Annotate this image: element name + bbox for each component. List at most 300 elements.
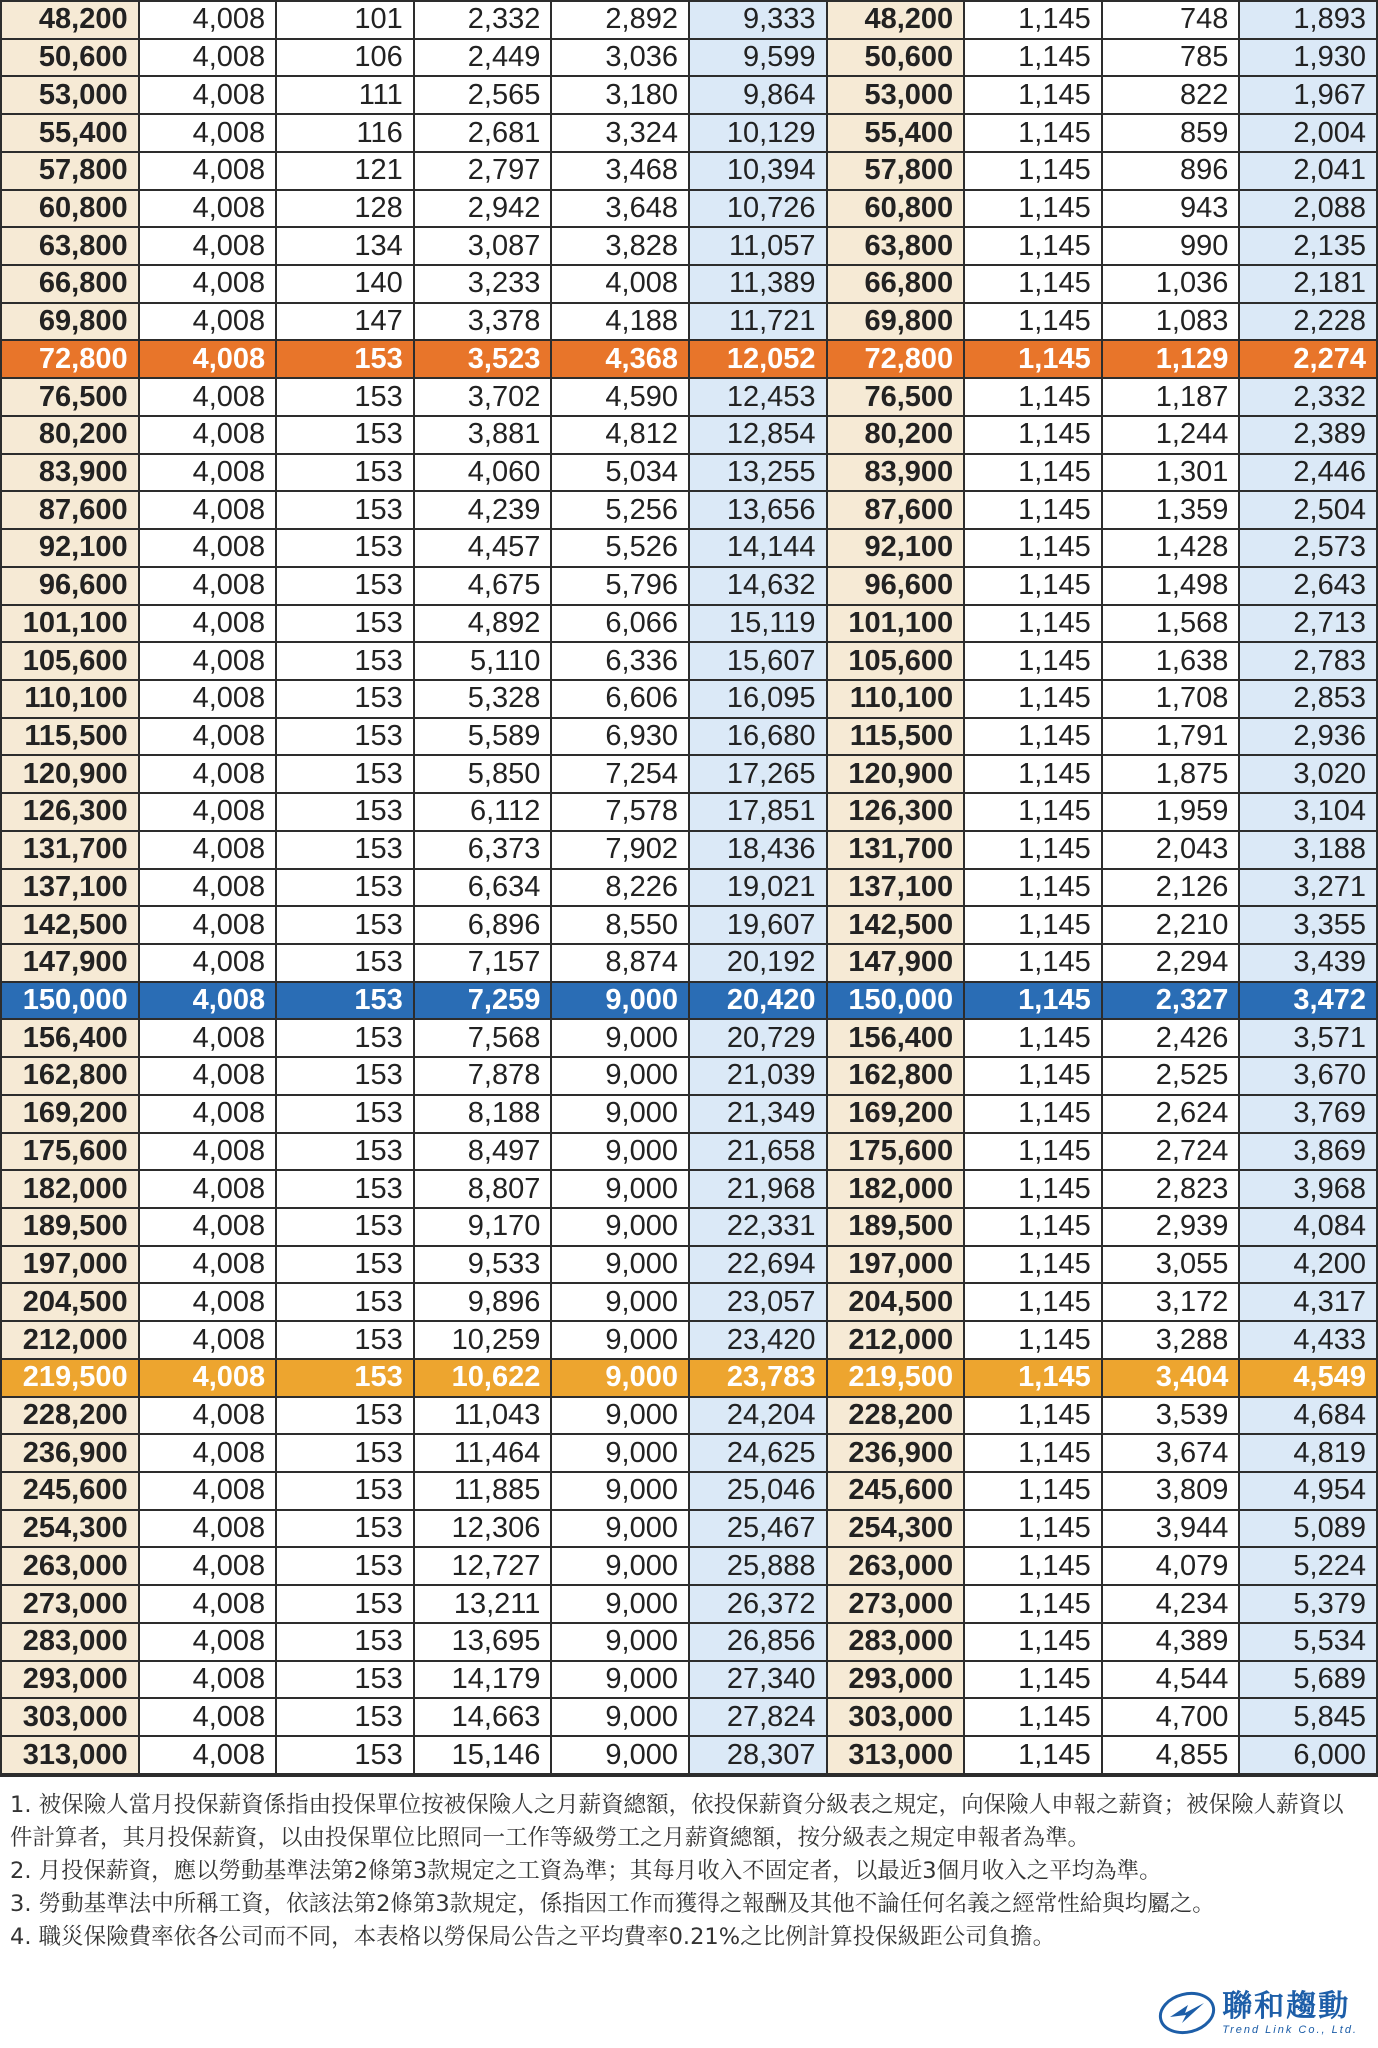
table-cell: 3,944 bbox=[1102, 1510, 1240, 1548]
table-cell: 2,126 bbox=[1102, 869, 1240, 907]
table-cell: 50,600 bbox=[827, 39, 965, 77]
table-cell: 1,791 bbox=[1102, 718, 1240, 756]
table-cell: 2,823 bbox=[1102, 1170, 1240, 1208]
table-cell: 4,008 bbox=[139, 227, 277, 265]
table-cell: 24,625 bbox=[689, 1434, 827, 1472]
table-cell: 4,008 bbox=[139, 1246, 277, 1284]
table-cell: 236,900 bbox=[1, 1434, 139, 1472]
table-cell: 1,875 bbox=[1102, 755, 1240, 793]
table-cell: 8,874 bbox=[551, 944, 689, 982]
table-cell: 21,039 bbox=[689, 1057, 827, 1095]
table-cell: 12,453 bbox=[689, 378, 827, 416]
table-cell: 69,800 bbox=[827, 303, 965, 341]
table-cell: 4,008 bbox=[139, 265, 277, 303]
table-cell: 2,294 bbox=[1102, 944, 1240, 982]
table-cell: 20,192 bbox=[689, 944, 827, 982]
table-cell: 4,008 bbox=[139, 1359, 277, 1397]
table-row bbox=[1, 190, 1377, 228]
table-cell: 1,498 bbox=[1102, 567, 1240, 605]
table-cell: 22,694 bbox=[689, 1246, 827, 1284]
table-cell: 1,145 bbox=[964, 831, 1102, 869]
table-cell: 1,145 bbox=[964, 1434, 1102, 1472]
table-cell: 3,055 bbox=[1102, 1246, 1240, 1284]
table-cell: 2,724 bbox=[1102, 1133, 1240, 1171]
table-cell: 4,008 bbox=[139, 831, 277, 869]
table-cell: 87,600 bbox=[827, 491, 965, 529]
table-cell: 9,000 bbox=[551, 1547, 689, 1585]
table-cell: 2,088 bbox=[1239, 190, 1377, 228]
table-cell: 4,008 bbox=[139, 680, 277, 718]
table-row bbox=[1, 1585, 1377, 1623]
table-cell: 147 bbox=[276, 303, 414, 341]
table-cell: 153 bbox=[276, 1698, 414, 1736]
table-cell: 126,300 bbox=[1, 793, 139, 831]
table-cell: 1,145 bbox=[964, 869, 1102, 907]
table-cell: 50,600 bbox=[1, 39, 139, 77]
table-cell: 5,034 bbox=[551, 454, 689, 492]
table-cell: 83,900 bbox=[1, 454, 139, 492]
table-cell: 4,008 bbox=[139, 1510, 277, 1548]
table-cell: 153 bbox=[276, 1661, 414, 1699]
table-cell: 3,769 bbox=[1239, 1095, 1377, 1133]
table-cell: 153 bbox=[276, 831, 414, 869]
table-cell: 2,043 bbox=[1102, 831, 1240, 869]
table-cell: 1,083 bbox=[1102, 303, 1240, 341]
table-row bbox=[1, 265, 1377, 303]
table-cell: 111 bbox=[276, 76, 414, 114]
table-cell: 10,726 bbox=[689, 190, 827, 228]
table-cell: 822 bbox=[1102, 76, 1240, 114]
table-cell: 23,420 bbox=[689, 1321, 827, 1359]
table-cell: 5,328 bbox=[414, 680, 552, 718]
table-cell: 4,008 bbox=[139, 605, 277, 643]
table-cell: 92,100 bbox=[1, 529, 139, 567]
table-cell: 283,000 bbox=[827, 1623, 965, 1661]
table-cell: 3,439 bbox=[1239, 944, 1377, 982]
table-cell: 293,000 bbox=[1, 1661, 139, 1699]
table-cell: 9,000 bbox=[551, 1321, 689, 1359]
table-cell: 16,095 bbox=[689, 680, 827, 718]
table-cell: 7,578 bbox=[551, 793, 689, 831]
table-cell: 69,800 bbox=[1, 303, 139, 341]
table-cell: 105,600 bbox=[1, 642, 139, 680]
table-cell: 204,500 bbox=[1, 1283, 139, 1321]
table-cell: 273,000 bbox=[1, 1585, 139, 1623]
table-cell: 4,008 bbox=[139, 1283, 277, 1321]
table-cell: 6,066 bbox=[551, 605, 689, 643]
table-row bbox=[1, 303, 1377, 341]
table-cell: 245,600 bbox=[1, 1472, 139, 1510]
table-cell: 3,104 bbox=[1239, 793, 1377, 831]
table-cell: 5,589 bbox=[414, 718, 552, 756]
table-cell: 23,057 bbox=[689, 1283, 827, 1321]
table-cell: 153 bbox=[276, 1510, 414, 1548]
table-cell: 1,145 bbox=[964, 755, 1102, 793]
table-cell: 4,008 bbox=[551, 265, 689, 303]
table-cell: 228,200 bbox=[1, 1397, 139, 1435]
table-cell: 4,008 bbox=[139, 1623, 277, 1661]
table-cell: 182,000 bbox=[1, 1170, 139, 1208]
footnote-1: 1. 被保險人當月投保薪資係指由投保單位按被保險人之月薪資總額，依投保薪資分級表之規定，向保險人申報之薪資；被保險人薪資以件計算者，其月投保薪資，以由投保單位比照同一工作等級勞工之月薪資總額，按分級表之規定申報者為準。 bbox=[10, 1792, 1344, 1851]
table-cell: 20,729 bbox=[689, 1019, 827, 1057]
table-cell: 303,000 bbox=[827, 1698, 965, 1736]
table-cell: 9,000 bbox=[551, 1623, 689, 1661]
table-row bbox=[1, 529, 1377, 567]
table-cell: 2,181 bbox=[1239, 265, 1377, 303]
table-cell: 21,658 bbox=[689, 1133, 827, 1171]
table-cell: 4,008 bbox=[139, 529, 277, 567]
table-cell: 990 bbox=[1102, 227, 1240, 265]
table-cell: 1,145 bbox=[964, 1623, 1102, 1661]
table-cell: 147,900 bbox=[827, 944, 965, 982]
table-cell: 2,135 bbox=[1239, 227, 1377, 265]
table-cell: 4,544 bbox=[1102, 1661, 1240, 1699]
footnote-2: 2. 月投保薪資，應以勞動基準法第2條第3款規定之工資為準；其每月收入不固定者，以最近3個月收入之平均為準。 bbox=[10, 1858, 1162, 1884]
table-cell: 72,800 bbox=[1, 340, 139, 378]
table-cell: 153 bbox=[276, 529, 414, 567]
table-cell: 4,008 bbox=[139, 76, 277, 114]
table-row bbox=[1, 1057, 1377, 1095]
table-cell: 3,087 bbox=[414, 227, 552, 265]
table-cell: 76,500 bbox=[1, 378, 139, 416]
table-cell: 101,100 bbox=[827, 605, 965, 643]
table-cell: 175,600 bbox=[1, 1133, 139, 1171]
table-cell: 1,145 bbox=[964, 1170, 1102, 1208]
table-cell: 1,145 bbox=[964, 605, 1102, 643]
table-cell: 8,807 bbox=[414, 1170, 552, 1208]
table-cell: 53,000 bbox=[827, 76, 965, 114]
table-cell: 4,008 bbox=[139, 114, 277, 152]
table-cell: 9,533 bbox=[414, 1246, 552, 1284]
table-cell: 2,332 bbox=[1239, 378, 1377, 416]
table-cell: 57,800 bbox=[827, 152, 965, 190]
table-cell: 2,936 bbox=[1239, 718, 1377, 756]
table-cell: 115,500 bbox=[1, 718, 139, 756]
table-cell: 263,000 bbox=[1, 1547, 139, 1585]
table-cell: 2,892 bbox=[551, 1, 689, 39]
table-cell: 153 bbox=[276, 1434, 414, 1472]
table-cell: 12,306 bbox=[414, 1510, 552, 1548]
table-row bbox=[1, 227, 1377, 265]
table-cell: 28,307 bbox=[689, 1736, 827, 1774]
table-cell: 153 bbox=[276, 340, 414, 378]
table-cell: 4,954 bbox=[1239, 1472, 1377, 1510]
table-cell: 1,145 bbox=[964, 718, 1102, 756]
table-cell: 1,145 bbox=[964, 1736, 1102, 1774]
table-cell: 9,896 bbox=[414, 1283, 552, 1321]
table-cell: 21,968 bbox=[689, 1170, 827, 1208]
table-cell: 4,008 bbox=[139, 454, 277, 492]
table-cell: 12,052 bbox=[689, 340, 827, 378]
table-cell: 2,681 bbox=[414, 114, 552, 152]
table-row bbox=[1, 1133, 1377, 1171]
table-cell: 25,888 bbox=[689, 1547, 827, 1585]
table-cell: 2,942 bbox=[414, 190, 552, 228]
footnote-4: 4. 職災保險費率依各公司而不同，本表格以勞保局公告之平均費率0.21%之比例計算投保級距公司負擔。 bbox=[10, 1924, 1056, 1950]
table-cell: 2,853 bbox=[1239, 680, 1377, 718]
table-cell: 23,783 bbox=[689, 1359, 827, 1397]
table-cell: 153 bbox=[276, 1472, 414, 1510]
table-cell: 4,008 bbox=[139, 303, 277, 341]
table-cell: 63,800 bbox=[1, 227, 139, 265]
table-cell: 748 bbox=[1102, 1, 1240, 39]
table-cell: 15,119 bbox=[689, 605, 827, 643]
table-cell: 3,180 bbox=[551, 76, 689, 114]
table-cell: 121 bbox=[276, 152, 414, 190]
table-cell: 293,000 bbox=[827, 1661, 965, 1699]
table-cell: 3,188 bbox=[1239, 831, 1377, 869]
table-cell: 1,145 bbox=[964, 1283, 1102, 1321]
table-cell: 20,420 bbox=[689, 982, 827, 1020]
table-cell: 162,800 bbox=[827, 1057, 965, 1095]
table-cell: 153 bbox=[276, 605, 414, 643]
table-cell: 13,656 bbox=[689, 491, 827, 529]
table-cell: 4,008 bbox=[139, 152, 277, 190]
table-row bbox=[1, 1397, 1377, 1435]
table-cell: 4,008 bbox=[139, 1208, 277, 1246]
table-cell: 15,607 bbox=[689, 642, 827, 680]
table-cell: 313,000 bbox=[827, 1736, 965, 1774]
table-row bbox=[1, 152, 1377, 190]
table-row bbox=[1, 1095, 1377, 1133]
table-cell: 5,089 bbox=[1239, 1510, 1377, 1548]
table-row bbox=[1, 1019, 1377, 1057]
table-cell: 153 bbox=[276, 944, 414, 982]
table-cell: 3,036 bbox=[551, 39, 689, 77]
table-cell: 22,331 bbox=[689, 1208, 827, 1246]
logo-subtitle: Trend Link Co., Ltd. bbox=[1222, 2024, 1358, 2036]
table-cell: 19,021 bbox=[689, 869, 827, 907]
table-cell: 4,457 bbox=[414, 529, 552, 567]
table-cell: 4,008 bbox=[139, 1661, 277, 1699]
table-cell: 9,000 bbox=[551, 1057, 689, 1095]
table-cell: 4,590 bbox=[551, 378, 689, 416]
table-cell: 3,670 bbox=[1239, 1057, 1377, 1095]
table-cell: 1,145 bbox=[964, 793, 1102, 831]
table-cell: 4,008 bbox=[139, 718, 277, 756]
table-cell: 5,689 bbox=[1239, 1661, 1377, 1699]
table-cell: 9,000 bbox=[551, 1283, 689, 1321]
table-cell: 1,145 bbox=[964, 1246, 1102, 1284]
table-cell: 3,172 bbox=[1102, 1283, 1240, 1321]
trend-link-logo-icon bbox=[1158, 1991, 1216, 2035]
table-row bbox=[1, 1434, 1377, 1472]
table-cell: 273,000 bbox=[827, 1585, 965, 1623]
table-row bbox=[1, 755, 1377, 793]
table-cell: 5,796 bbox=[551, 567, 689, 605]
table-cell: 3,324 bbox=[551, 114, 689, 152]
table-cell: 3,523 bbox=[414, 340, 552, 378]
table-cell: 4,239 bbox=[414, 491, 552, 529]
table-cell: 3,020 bbox=[1239, 755, 1377, 793]
table-row bbox=[1, 76, 1377, 114]
table-cell: 4,008 bbox=[139, 793, 277, 831]
table-cell: 15,146 bbox=[414, 1736, 552, 1774]
table-cell: 153 bbox=[276, 1623, 414, 1661]
table-cell: 2,504 bbox=[1239, 491, 1377, 529]
table-row bbox=[1, 718, 1377, 756]
table-cell: 2,525 bbox=[1102, 1057, 1240, 1095]
table-cell: 153 bbox=[276, 1736, 414, 1774]
table-cell: 189,500 bbox=[1, 1208, 139, 1246]
table-cell: 153 bbox=[276, 1397, 414, 1435]
footnote-3: 3. 勞動基準法中所稱工資，依該法第2條第3款規定，係指因工作而獲得之報酬及其他不論任何名義之經常性給與均屬之。 bbox=[10, 1891, 1215, 1917]
table-cell: 4,008 bbox=[139, 1321, 277, 1359]
table-cell: 2,332 bbox=[414, 1, 552, 39]
table-cell: 3,571 bbox=[1239, 1019, 1377, 1057]
table-row bbox=[1, 1736, 1377, 1774]
table-cell: 3,472 bbox=[1239, 982, 1377, 1020]
table-cell: 11,389 bbox=[689, 265, 827, 303]
table-cell: 9,000 bbox=[551, 1246, 689, 1284]
table-cell: 3,271 bbox=[1239, 869, 1377, 907]
table-cell: 2,210 bbox=[1102, 906, 1240, 944]
table-cell: 14,144 bbox=[689, 529, 827, 567]
table-cell: 13,695 bbox=[414, 1623, 552, 1661]
table-cell: 4,060 bbox=[414, 454, 552, 492]
table-cell: 7,878 bbox=[414, 1057, 552, 1095]
table-cell: 27,824 bbox=[689, 1698, 827, 1736]
table-cell: 1,145 bbox=[964, 944, 1102, 982]
table-cell: 142,500 bbox=[1, 906, 139, 944]
table-cell: 1,638 bbox=[1102, 642, 1240, 680]
table-cell: 128 bbox=[276, 190, 414, 228]
table-cell: 96,600 bbox=[1, 567, 139, 605]
table-cell: 55,400 bbox=[827, 114, 965, 152]
table-row bbox=[1, 1661, 1377, 1699]
table-cell: 26,856 bbox=[689, 1623, 827, 1661]
table-cell: 303,000 bbox=[1, 1698, 139, 1736]
table-cell: 2,446 bbox=[1239, 454, 1377, 492]
table-cell: 1,568 bbox=[1102, 605, 1240, 643]
table-cell: 204,500 bbox=[827, 1283, 965, 1321]
table-cell: 1,145 bbox=[964, 1698, 1102, 1736]
table-cell: 142,500 bbox=[827, 906, 965, 944]
table-cell: 153 bbox=[276, 755, 414, 793]
table-cell: 1,145 bbox=[964, 982, 1102, 1020]
table-row bbox=[1, 416, 1377, 454]
table-cell: 2,783 bbox=[1239, 642, 1377, 680]
table-cell: 4,855 bbox=[1102, 1736, 1240, 1774]
table-cell: 1,145 bbox=[964, 491, 1102, 529]
table-cell: 6,634 bbox=[414, 869, 552, 907]
table-cell: 9,000 bbox=[551, 1208, 689, 1246]
table-cell: 57,800 bbox=[1, 152, 139, 190]
table-cell: 3,809 bbox=[1102, 1472, 1240, 1510]
table-cell: 153 bbox=[276, 416, 414, 454]
table-cell: 153 bbox=[276, 1019, 414, 1057]
table-cell: 2,565 bbox=[414, 76, 552, 114]
table-cell: 153 bbox=[276, 1321, 414, 1359]
table-cell: 12,727 bbox=[414, 1547, 552, 1585]
table-cell: 197,000 bbox=[1, 1246, 139, 1284]
table-cell: 4,684 bbox=[1239, 1397, 1377, 1435]
table-cell: 1,893 bbox=[1239, 1, 1377, 39]
table-cell: 1,145 bbox=[964, 1359, 1102, 1397]
table-cell: 2,624 bbox=[1102, 1095, 1240, 1133]
table-cell: 9,333 bbox=[689, 1, 827, 39]
table-cell: 116 bbox=[276, 114, 414, 152]
table-row bbox=[1, 491, 1377, 529]
table-cell: 6,930 bbox=[551, 718, 689, 756]
table-cell: 3,881 bbox=[414, 416, 552, 454]
table-row bbox=[1, 1208, 1377, 1246]
table-cell: 2,389 bbox=[1239, 416, 1377, 454]
table-cell: 26,372 bbox=[689, 1585, 827, 1623]
table-cell: 1,145 bbox=[964, 1019, 1102, 1057]
table-cell: 6,112 bbox=[414, 793, 552, 831]
table-row bbox=[1, 680, 1377, 718]
table-cell: 6,336 bbox=[551, 642, 689, 680]
table-cell: 25,467 bbox=[689, 1510, 827, 1548]
table-cell: 153 bbox=[276, 1208, 414, 1246]
table-cell: 4,008 bbox=[139, 1434, 277, 1472]
table-cell: 156,400 bbox=[827, 1019, 965, 1057]
table-cell: 3,702 bbox=[414, 378, 552, 416]
table-cell: 254,300 bbox=[827, 1510, 965, 1548]
table-cell: 254,300 bbox=[1, 1510, 139, 1548]
table-row bbox=[1, 567, 1377, 605]
table-cell: 137,100 bbox=[827, 869, 965, 907]
table-cell: 1,145 bbox=[964, 1397, 1102, 1435]
table-cell: 153 bbox=[276, 1057, 414, 1095]
table-cell: 153 bbox=[276, 1585, 414, 1623]
table-cell: 9,000 bbox=[551, 1095, 689, 1133]
table-cell: 2,426 bbox=[1102, 1019, 1240, 1057]
table-cell: 153 bbox=[276, 1133, 414, 1171]
table-cell: 4,008 bbox=[139, 642, 277, 680]
table-cell: 153 bbox=[276, 642, 414, 680]
table-cell: 1,145 bbox=[964, 1057, 1102, 1095]
table-cell: 153 bbox=[276, 906, 414, 944]
table-cell: 4,008 bbox=[139, 1397, 277, 1435]
table-cell: 9,000 bbox=[551, 1397, 689, 1435]
table-cell: 153 bbox=[276, 1170, 414, 1208]
table-cell: 4,008 bbox=[139, 944, 277, 982]
table-cell: 9,000 bbox=[551, 1510, 689, 1548]
table-cell: 131,700 bbox=[827, 831, 965, 869]
table-cell: 24,204 bbox=[689, 1397, 827, 1435]
table-row bbox=[1, 831, 1377, 869]
table-cell: 2,573 bbox=[1239, 529, 1377, 567]
table-cell: 8,550 bbox=[551, 906, 689, 944]
table-cell: 4,008 bbox=[139, 340, 277, 378]
table-cell: 153 bbox=[276, 454, 414, 492]
table-cell: 4,008 bbox=[139, 1547, 277, 1585]
table-cell: 87,600 bbox=[1, 491, 139, 529]
table-cell: 9,000 bbox=[551, 1434, 689, 1472]
table-cell: 153 bbox=[276, 1246, 414, 1284]
table-cell: 83,900 bbox=[827, 454, 965, 492]
table-cell: 4,234 bbox=[1102, 1585, 1240, 1623]
table-body bbox=[1, 1, 1377, 1774]
table-cell: 5,850 bbox=[414, 755, 552, 793]
table-cell: 9,000 bbox=[551, 1359, 689, 1397]
table-cell: 153 bbox=[276, 1359, 414, 1397]
table-cell: 101 bbox=[276, 1, 414, 39]
table-cell: 3,828 bbox=[551, 227, 689, 265]
table-cell: 4,008 bbox=[139, 1057, 277, 1095]
table-cell: 120,900 bbox=[827, 755, 965, 793]
table-cell: 162,800 bbox=[1, 1057, 139, 1095]
table-row bbox=[1, 378, 1377, 416]
table-cell: 1,145 bbox=[964, 680, 1102, 718]
table-cell: 11,721 bbox=[689, 303, 827, 341]
table-cell: 5,110 bbox=[414, 642, 552, 680]
table-cell: 3,968 bbox=[1239, 1170, 1377, 1208]
table-cell: 1,967 bbox=[1239, 76, 1377, 114]
table-cell: 4,008 bbox=[139, 982, 277, 1020]
